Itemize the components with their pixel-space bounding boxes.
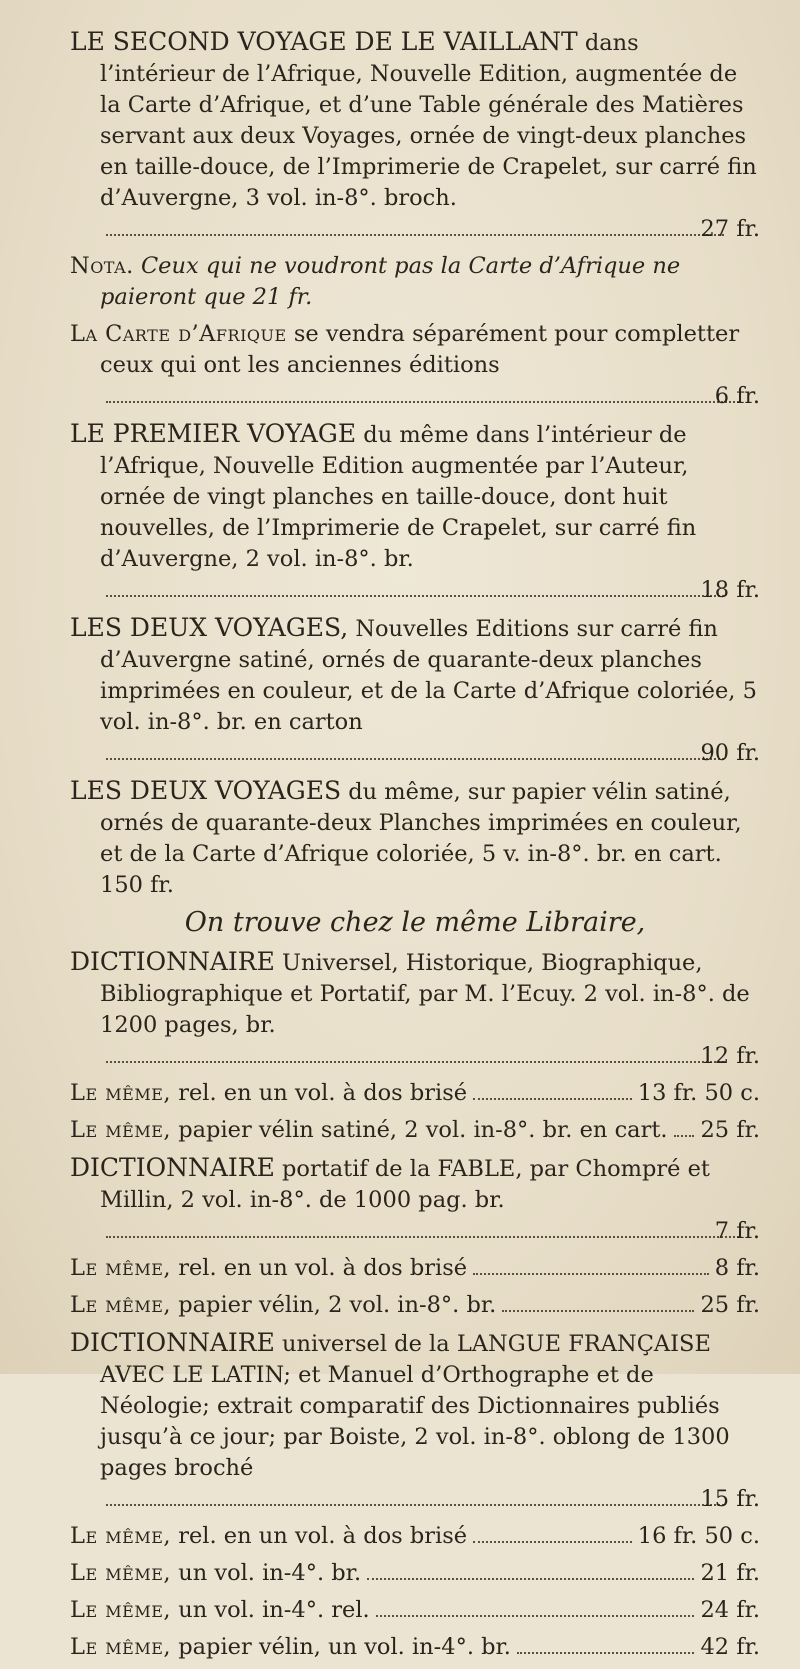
entry-dict-universel (70, 946, 760, 1072)
price-line (100, 1041, 760, 1072)
entry-price: 16 fr. 50 c. (637, 1523, 760, 1549)
entry-head: Le même, (70, 1255, 172, 1281)
entry-dict-fable-velin (70, 1290, 760, 1321)
entry-dict-langue-rel (70, 1521, 760, 1552)
entry-premier-voyage (70, 418, 760, 606)
entry-price: 15 fr. (700, 1486, 760, 1512)
entry-price: 21 fr. (700, 1560, 760, 1586)
entry-price: 12 fr. (700, 1043, 760, 1069)
entry-head: DICTIONNAIRE (70, 1328, 275, 1357)
entry-price: 27 fr. (700, 216, 760, 242)
leader-dots (106, 595, 724, 597)
entry-nota (70, 251, 760, 313)
entry-head: LE SECOND VOYAGE DE LE VAILLANT (70, 27, 578, 56)
entry-price: 7 fr. (714, 1218, 760, 1244)
leader-dots (473, 1273, 709, 1275)
leader-dots (106, 1504, 724, 1506)
entry-body: un vol. in-4°. rel. (178, 1597, 370, 1623)
entry-body: papier vélin, 2 vol. in-8°. br. (178, 1292, 497, 1318)
entry-head: DICTIONNAIRE (70, 1153, 275, 1182)
entry-dict-fable-rel (70, 1253, 760, 1284)
entry-deux-voyages-carre (70, 612, 760, 769)
entry-dict-langue-4-br (70, 1558, 760, 1589)
entry-head: LES DEUX VOYAGES (70, 776, 342, 805)
entry-head: Le même, (70, 1117, 172, 1143)
entry-head: Le même, (70, 1597, 172, 1623)
price-line (100, 1216, 760, 1247)
entry-price: 13 fr. 50 c. (637, 1080, 760, 1106)
entry-price: 90 fr. (700, 740, 760, 766)
entry-head: Le même, (70, 1523, 172, 1549)
entry-dict-fable (70, 1152, 760, 1247)
leader-dots (106, 401, 739, 403)
leader-dots (376, 1615, 695, 1617)
entry-deux-voyages-velin (70, 775, 760, 901)
leader-dots (502, 1310, 694, 1312)
price-line (100, 1484, 760, 1515)
entry-price: 6 fr. (714, 383, 760, 409)
leader-dots (473, 1098, 632, 1100)
leader-dots (674, 1135, 695, 1137)
entry-price: 8 fr. (714, 1255, 760, 1281)
entry-price: 18 fr. (700, 577, 760, 603)
catalogue-text (70, 26, 760, 1669)
entry-body: du même dans l’intérieur de l’Afrique, Nouvelle Edition augmentée par l’Auteur, ornée de vingt planches en taille-douce, dont huit nouvelles, de l’Imprimerie de Crapelet, sur carré fin d’Auvergne, 2 vol. in-8°. br. (100, 422, 697, 572)
entry-body: un vol. in-4°. br. (178, 1560, 362, 1586)
entry-dict-langue-4-rel (70, 1595, 760, 1626)
entry-body: du même, sur papier vélin satiné, ornés de quarante-deux Planches imprimées en couleur, et de la Carte d’Afrique coloriée, 5 v. in-8°. br. en cart. (100, 779, 742, 867)
entry-body: portatif de la FABLE, par Chompré et Millin, 2 vol. in-8°. de 1000 pag. br. (100, 1156, 710, 1213)
nota-label: Nota. (70, 253, 134, 279)
leader-dots (517, 1652, 694, 1654)
section-title: On trouve chez le même Libraire, (184, 907, 646, 938)
entry-second-voyage (70, 26, 760, 245)
entry-carte-afrique (70, 319, 760, 412)
entry-body: rel. en un vol. à dos brisé (178, 1523, 468, 1549)
leader-dots (106, 758, 724, 760)
price-line (100, 381, 760, 412)
entry-head: Le même, (70, 1292, 172, 1318)
entry-body: papier vélin, un vol. in-4°. br. (178, 1634, 511, 1660)
entry-dict-universel-velin (70, 1115, 760, 1146)
entry-dict-universel-rel (70, 1078, 760, 1109)
entry-body: Nouvelles Editions sur carré fin d’Auvergne satiné, ornés de quarante-deux planches imprimées en couleur, et de la Carte d’Afrique coloriée, 5 vol. in-8°. br. en carton (100, 616, 757, 735)
entry-price: 25 fr. (700, 1292, 760, 1318)
price-line (100, 738, 760, 769)
entry-price: 42 fr. (700, 1634, 760, 1660)
entry-head: LES DEUX VOYAGES, (70, 613, 349, 642)
entry-head: Le même, (70, 1080, 172, 1106)
leader-dots (473, 1541, 632, 1543)
leader-dots (106, 1061, 724, 1063)
leader-dots (106, 1236, 739, 1238)
price-line (100, 575, 760, 606)
entry-head: LE PREMIER VOYAGE (70, 419, 357, 448)
entry-dict-langue (70, 1327, 760, 1515)
entry-body: papier vélin satiné, 2 vol. in-8°. br. en cart. (178, 1117, 668, 1143)
entry-body: rel. en un vol. à dos brisé (178, 1080, 468, 1106)
entry-price: 24 fr. (700, 1597, 760, 1623)
nota-text: Ceux qui ne voudront pas la Carte d’Afrique ne paieront que 21 fr. (100, 253, 681, 310)
leader-dots (106, 234, 724, 236)
entry-head: Le même, (70, 1560, 172, 1586)
entry-body: universel de la LANGUE FRANÇAISE AVEC LE LATIN; et Manuel d’Orthographe et de Néologie; extrait comparatif des Dictionnaires publiés jusqu’à ce jour; par Boiste, 2 vol. in-8°. oblong de 1300 pages broché (100, 1331, 730, 1481)
entry-dict-langue-velin (70, 1632, 760, 1663)
entry-head: Le même, (70, 1634, 172, 1660)
entry-body: dans l’intérieur de l’Afrique, Nouvelle Edition, augmentée de la Carte d’Afrique, et d’une Table générale des Matières servant aux deux Voyages, ornée de vingt-deux planches en taille-douce, de l’Imprimerie de Crapelet, sur carré fin d’Auvergne, 3 vol. in-8°. broch. (100, 30, 757, 211)
entry-head: La Carte d’Afrique (70, 321, 287, 347)
entry-body: se vendra séparément pour completter ceux qui ont les anciennes éditions (100, 321, 740, 378)
entry-price: 150 fr. (100, 872, 174, 898)
leader-dots (367, 1578, 694, 1580)
entry-body: Universel, Historique, Biographique, Bibliographique et Portatif, par M. l’Ecuy. 2 vol. in-8°. de 1200 pages, br. (100, 950, 750, 1038)
entry-head: DICTIONNAIRE (70, 947, 275, 976)
entry-body: rel. en un vol. à dos brisé (178, 1255, 468, 1281)
price-line (100, 214, 760, 245)
entry-price: 25 fr. (700, 1117, 760, 1143)
